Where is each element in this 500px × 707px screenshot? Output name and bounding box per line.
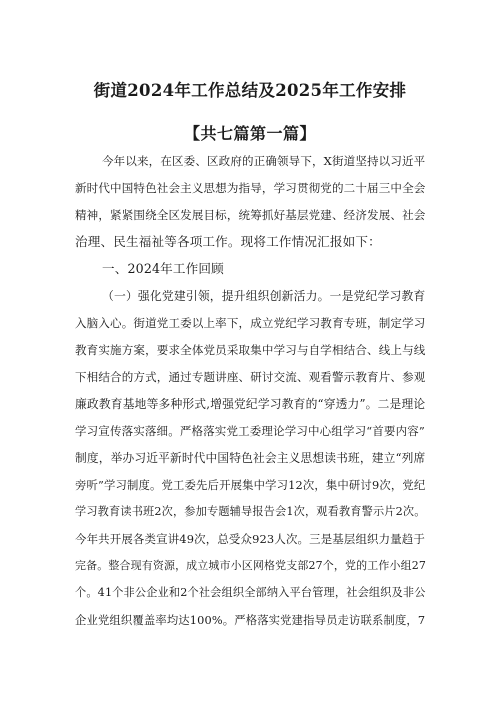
body-line: 企业党组织覆盖率均达100%。严格落实党建指导员走访联系制度，7	[75, 613, 426, 627]
body-line: 下相结合的方式，通过专题讲座、研讨交流、观看警示教育片、参观	[75, 370, 426, 384]
body-line: 治理、民生福祉等各项工作。现将工作情况汇报如下：	[75, 234, 381, 249]
body-line: 制度，举办习近平新时代中国特色社会主义思想读书班，建立“列席	[75, 451, 426, 465]
body-line: （一）强化党建引领，提升组织创新活力。一是党纪学习教育	[102, 289, 426, 303]
body-line: 学习宣传落实落细。严格落实党工委理论学习中心组学习“首要内容”	[75, 424, 425, 438]
body-line: 廉政教育基地等多种形式,增强党纪学习教育的“穿透力”。二是理论	[75, 397, 426, 411]
document-title: 街道2024年工作总结及2025年工作安排	[93, 81, 407, 100]
body-line: 个。41个非公企业和2个社会组织全部纳入平台管理，社会组织及非公	[75, 586, 426, 599]
body-line: 入脑入心。街道党工委以上率下，成立党纪学习教育专班，制定学习	[75, 316, 426, 330]
body-line: 学习教育读书班2次，参加专题辅导报告会1次，观看教育警示片2次。	[75, 505, 426, 518]
body-line: 今年以来，在区委、区政府的正确领导下，X街道坚持以习近平	[102, 154, 426, 168]
body-line: 教育实施方案，要求全体党员采取集中学习与自学相结合、线上与线	[75, 343, 426, 357]
body-line: 精神，紧紧围绕全区发展目标，统筹抓好基层党建、经济发展、社会	[75, 208, 426, 222]
body-line: 今年共开展各类宣讲49次，总受众923人次。三是基层组织力量趋于	[75, 532, 425, 546]
body-line: 旁听”学习制度。党工委先后开展集中学习12次，集中研讨9次，党纪	[75, 478, 426, 492]
document-subtitle: 【共七篇第一篇】	[183, 124, 316, 143]
body-line: 新时代中国特色社会主义思想为指导，学习贯彻党的二十届三中全会	[75, 181, 426, 195]
body-line: 完备。整合现有资源，成立城市小区网格党支部27个，党的工作小组27	[75, 559, 426, 572]
section-heading: 一、2024年工作回顾	[102, 261, 224, 276]
